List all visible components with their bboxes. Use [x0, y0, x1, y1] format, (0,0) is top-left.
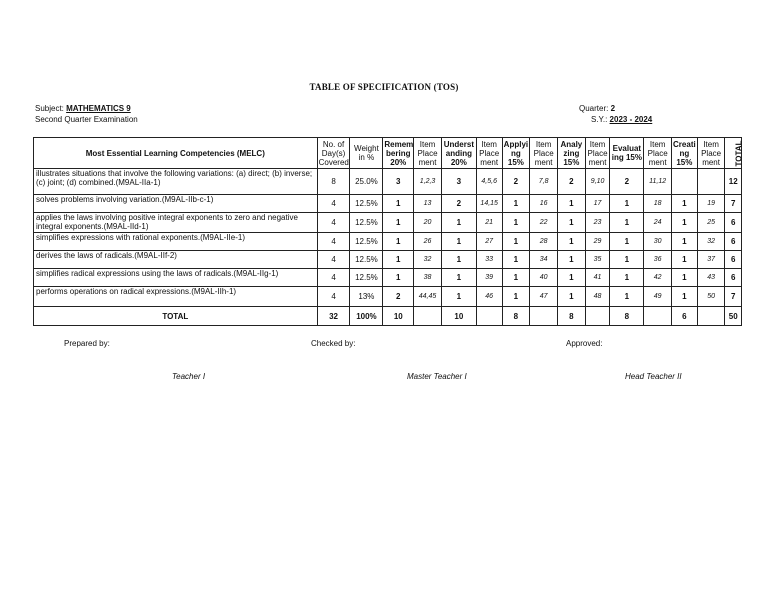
- subject-label: Subject:: [35, 104, 64, 113]
- item-placement-cell: 39: [476, 269, 502, 287]
- empty-cell: [585, 307, 610, 326]
- item-placement-cell: 48: [585, 287, 610, 307]
- tos-table: [33, 137, 742, 326]
- competency-cell: illustrates situations that involve the following variations: (a) direct; (b) inverse; (c) joint; (d) combined.(M9AL-IIa-1): [34, 169, 318, 195]
- evaluating-cell: 1: [610, 195, 644, 213]
- item-placement-cell: 18: [644, 195, 672, 213]
- header-item-placement: Item Place ment: [697, 138, 725, 169]
- creating-cell: 1: [672, 233, 698, 251]
- applying-cell: 1: [502, 233, 530, 251]
- analyzing-cell: 1: [558, 287, 586, 307]
- applying-cell: 2: [502, 169, 530, 195]
- days-cell: 4: [317, 213, 350, 233]
- understanding-cell: 1: [441, 287, 476, 307]
- days-cell: 4: [317, 233, 350, 251]
- total-applying: 8: [502, 307, 530, 326]
- item-placement-cell: 23: [585, 213, 610, 233]
- days-cell: 4: [317, 269, 350, 287]
- item-placement-cell: 11,12: [644, 169, 672, 195]
- item-placement-cell: 28: [530, 233, 558, 251]
- totals-row: [34, 307, 742, 326]
- header-remembering: Remem bering 20%: [384, 139, 414, 167]
- item-placement-cell: 21: [476, 213, 502, 233]
- competency-cell: solves problems involving variation.(M9AL-IIb-c-1): [34, 195, 318, 213]
- table-row: [34, 169, 742, 195]
- creating-cell: 1: [672, 287, 698, 307]
- analyzing-cell: 1: [558, 213, 586, 233]
- grand-total: 50: [725, 307, 742, 326]
- item-placement-cell: 43: [697, 269, 725, 287]
- remembering-cell: 3: [383, 169, 414, 195]
- analyzing-cell: 1: [558, 269, 586, 287]
- item-placement-cell: 1,2,3: [414, 169, 442, 195]
- total-creating: 6: [672, 307, 698, 326]
- table-row: [34, 213, 742, 233]
- days-cell: 4: [317, 287, 350, 307]
- analyzing-cell: 1: [558, 233, 586, 251]
- item-placement-cell: 13: [414, 195, 442, 213]
- weight-cell: 12.5%: [350, 233, 383, 251]
- header-analyzing: Analy zing 15%: [558, 138, 586, 169]
- item-placement-cell: 20: [414, 213, 442, 233]
- days-cell: 4: [317, 195, 350, 213]
- item-placement-cell: 50: [697, 287, 725, 307]
- empty-cell: [414, 307, 442, 326]
- row-total-cell: 12: [725, 169, 742, 195]
- item-placement-cell: 42: [644, 269, 672, 287]
- header-item-placement: Item Place ment: [530, 138, 558, 169]
- item-placement-cell: 38: [414, 269, 442, 287]
- header-understanding: Underst anding 20%: [441, 138, 476, 169]
- approved-role: Head Teacher II: [625, 372, 682, 381]
- exam-label: Second Quarter Examination: [35, 115, 138, 124]
- item-placement-cell: 9,10: [585, 169, 610, 195]
- weight-cell: 12.5%: [350, 195, 383, 213]
- item-placement-cell: 30: [644, 233, 672, 251]
- weight-cell: 25.0%: [350, 169, 383, 195]
- row-total-cell: 7: [725, 287, 742, 307]
- applying-cell: 1: [502, 195, 530, 213]
- header-item-placement: Item Place ment: [585, 138, 610, 169]
- understanding-cell: 1: [441, 233, 476, 251]
- total-days: 32: [317, 307, 350, 326]
- days-cell: 8: [317, 169, 350, 195]
- remembering-cell: 1: [383, 251, 414, 269]
- prepared-by-label: Prepared by:: [64, 339, 110, 348]
- item-placement-cell: 7,8: [530, 169, 558, 195]
- header-total-label: TOTAL: [734, 140, 744, 166]
- header-days: No. of Day(s) Covered: [318, 139, 349, 167]
- table-row: [34, 269, 742, 287]
- empty-cell: [530, 307, 558, 326]
- evaluating-cell: 1: [610, 287, 644, 307]
- understanding-cell: 2: [441, 195, 476, 213]
- understanding-cell: 1: [441, 213, 476, 233]
- evaluating-cell: 2: [610, 169, 644, 195]
- prepared-role: Teacher I: [172, 372, 206, 381]
- item-placement-cell: 17: [585, 195, 610, 213]
- evaluating-cell: 1: [610, 233, 644, 251]
- competency-cell: derives the laws of radicals.(M9AL-IIf-2): [34, 251, 318, 269]
- table-row: [34, 233, 742, 251]
- analyzing-cell: 1: [558, 251, 586, 269]
- competency-cell: performs operations on radical expressions.(M9AL-IIh-1): [34, 287, 318, 307]
- total-evaluating: 8: [610, 307, 644, 326]
- weight-cell: 12.5%: [350, 269, 383, 287]
- understanding-cell: 3: [441, 169, 476, 195]
- header-item-placement: Item Place ment: [414, 138, 442, 169]
- empty-cell: [476, 307, 502, 326]
- analyzing-cell: 1: [558, 195, 586, 213]
- item-placement-cell: 47: [530, 287, 558, 307]
- checked-by-label: Checked by:: [311, 339, 356, 348]
- item-placement-cell: 32: [697, 233, 725, 251]
- item-placement-cell: 19: [697, 195, 725, 213]
- header-melc: Most Essential Learning Competencies (MELC): [34, 138, 318, 169]
- understanding-cell: 1: [441, 251, 476, 269]
- applying-cell: 1: [502, 251, 530, 269]
- creating-cell: [672, 169, 698, 195]
- evaluating-cell: 1: [610, 269, 644, 287]
- total-analyzing: 8: [558, 307, 586, 326]
- creating-cell: 1: [672, 195, 698, 213]
- item-placement-cell: 24: [644, 213, 672, 233]
- quarter-line: [579, 103, 615, 114]
- total-weight: 100%: [350, 307, 383, 326]
- header-item-placement: Item Place ment: [644, 138, 672, 169]
- header-weight: Weight in %: [350, 138, 383, 169]
- header-creating: Creati ng 15%: [673, 139, 696, 167]
- header-row: [34, 138, 742, 169]
- quarter-label: Quarter:: [579, 104, 609, 113]
- applying-cell: 1: [502, 213, 530, 233]
- applying-cell: 1: [502, 269, 530, 287]
- row-total-cell: 6: [725, 269, 742, 287]
- item-placement-cell: 34: [530, 251, 558, 269]
- weight-cell: 12.5%: [350, 251, 383, 269]
- subject-value: MATHEMATICS 9: [66, 104, 131, 113]
- analyzing-cell: 2: [558, 169, 586, 195]
- sy-label: S.Y.:: [591, 115, 608, 124]
- header-total: [725, 138, 742, 169]
- weight-cell: 13%: [350, 287, 383, 307]
- item-placement-cell: 36: [644, 251, 672, 269]
- checked-role: Master Teacher I: [407, 372, 467, 381]
- sy-value: 2023 - 2024: [609, 115, 653, 124]
- empty-cell: [697, 307, 725, 326]
- item-placement-cell: 26: [414, 233, 442, 251]
- item-placement-cell: 29: [585, 233, 610, 251]
- table-row: [34, 195, 742, 213]
- evaluating-cell: 1: [610, 251, 644, 269]
- item-placement-cell: 22: [530, 213, 558, 233]
- remembering-cell: 1: [383, 269, 414, 287]
- applying-cell: 1: [502, 287, 530, 307]
- remembering-cell: 2: [383, 287, 414, 307]
- item-placement-cell: 27: [476, 233, 502, 251]
- item-placement-cell: 14,15: [476, 195, 502, 213]
- item-placement-cell: 4,5,6: [476, 169, 502, 195]
- total-remembering: 10: [383, 307, 414, 326]
- competency-cell: simplifies radical expressions using the laws of radicals.(M9AL-IIg-1): [34, 269, 318, 287]
- table-row: [34, 287, 742, 307]
- creating-cell: 1: [672, 213, 698, 233]
- totals-label: TOTAL: [34, 307, 318, 326]
- competency-cell: applies the laws involving positive integral exponents to zero and negative integral exponents.(M9AL-IId-1): [34, 213, 318, 233]
- quarter-value: 2: [610, 104, 616, 113]
- item-placement-cell: 32: [414, 251, 442, 269]
- school-year-line: [591, 114, 652, 125]
- competency-cell: simplifies expressions with rational exponents.(M9AL-IIe-1): [34, 233, 318, 251]
- item-placement-cell: 25: [697, 213, 725, 233]
- item-placement-cell: 41: [585, 269, 610, 287]
- evaluating-cell: 1: [610, 213, 644, 233]
- total-understanding: 10: [441, 307, 476, 326]
- remembering-cell: 1: [383, 213, 414, 233]
- remembering-cell: 1: [383, 233, 414, 251]
- row-total-cell: 7: [725, 195, 742, 213]
- item-placement-cell: 16: [530, 195, 558, 213]
- item-placement-cell: 33: [476, 251, 502, 269]
- approved-label: Approved:: [566, 339, 603, 348]
- creating-cell: 1: [672, 269, 698, 287]
- item-placement-cell: 49: [644, 287, 672, 307]
- row-total-cell: 6: [725, 233, 742, 251]
- row-total-cell: 6: [725, 251, 742, 269]
- header-evaluating: Evaluat ing 15%: [610, 138, 644, 169]
- document-title: TABLE OF SPECIFICATION (TOS): [309, 82, 459, 92]
- item-placement-cell: 44,45: [414, 287, 442, 307]
- subject-line: [35, 103, 131, 114]
- understanding-cell: 1: [441, 269, 476, 287]
- creating-cell: 1: [672, 251, 698, 269]
- header-item-placement: Item Place ment: [476, 138, 502, 169]
- table-row: [34, 251, 742, 269]
- empty-cell: [644, 307, 672, 326]
- days-cell: 4: [317, 251, 350, 269]
- item-placement-cell: 35: [585, 251, 610, 269]
- row-total-cell: 6: [725, 213, 742, 233]
- item-placement-cell: 46: [476, 287, 502, 307]
- remembering-cell: 1: [383, 195, 414, 213]
- header-applying: Applyi ng 15%: [503, 139, 529, 167]
- item-placement-cell: 40: [530, 269, 558, 287]
- weight-cell: 12.5%: [350, 213, 383, 233]
- item-placement-cell: 37: [697, 251, 725, 269]
- item-placement-cell: [697, 169, 725, 195]
